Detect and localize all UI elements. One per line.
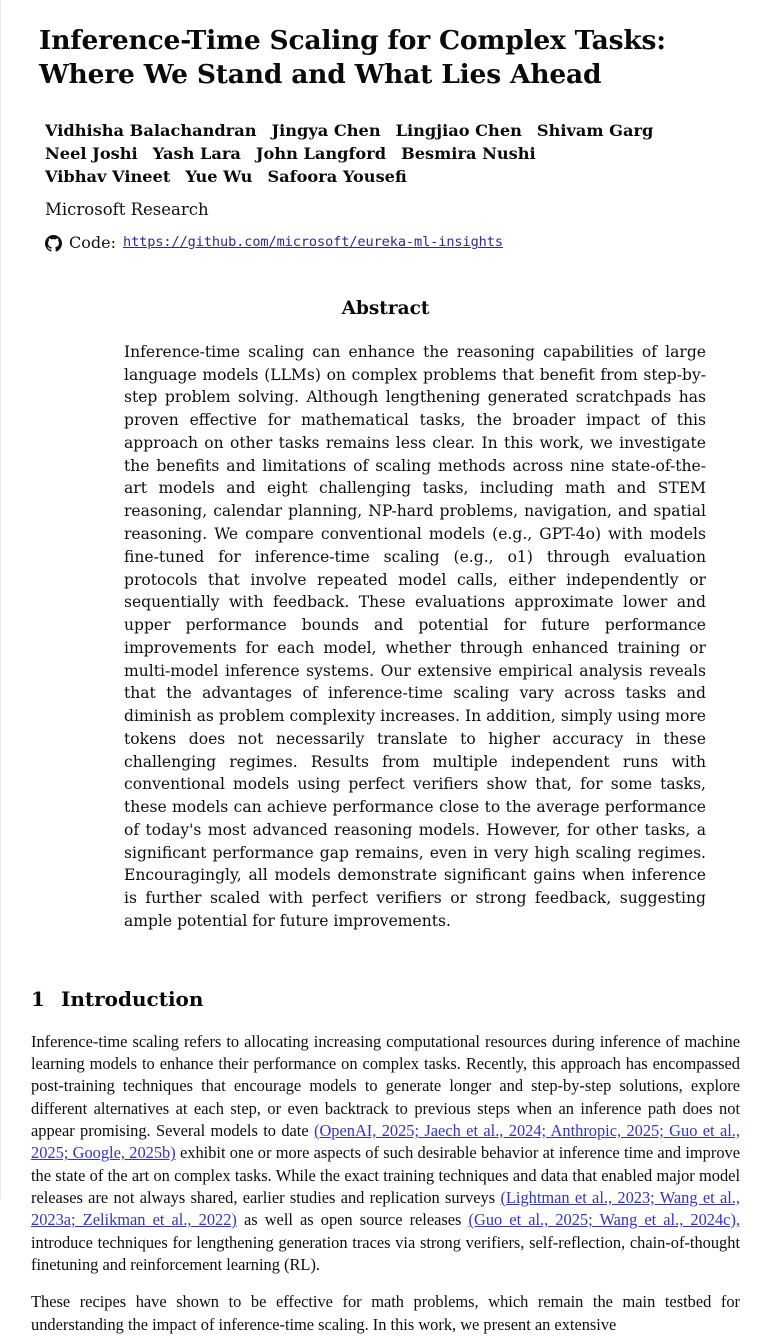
page-title <box>39 24 730 93</box>
author-row <box>45 142 730 165</box>
abstract-body: Inference-time scaling can enhance the reasoning capabilities of large language models (LLMs) on complex problems that benefit from step-by-step problem solving. Although lengthening generated scratchpads has proven effective for mathematical tasks, the broader impact of this approach on other tasks remains less clear. In this work, we investigate the benefits and limitations of scaling methods across nine state-of-the-art models and eight challenging tasks, including math and STEM reasoning, calendar planning, NP-hard problems, navigation, and spatial reasoning. We compare conventional models (e.g., GPT-4o) with models fine-tuned for inference-time scaling (e.g., o1) through evaluation protocols that involve repeated model calls, either independently or sequentially with feedback. These evaluations approximate lower and upper performance bounds and potential for future performance improvements for each model, whether through enhanced training or multi-model inference systems. Our extensive empirical analysis reveals that the advantages of inference-time scaling vary across tasks and diminish as problem complexity increases. In addition, simply using more tokens does not necessarily translate to higher accuracy in these challenging regimes. Results from multiple independent runs with conventional models using perfect verifiers show that, for some tasks, these models can achieve performance close to the average performance of today's most advanced reasoning models. However, for other tasks, a significant performance gap remains, even in very high scaling regimes. Encouragingly, all models demonstrate significant gains when inference is further scaled with perfect verifiers or strong feedback, suggesting ample potential for future improvements. <box>124 342 706 931</box>
section-heading-introduction <box>1 987 770 1011</box>
author-name: Vibhav Vineet <box>45 166 171 186</box>
intro-text-segment: Inference-time scaling refers to allocating increasing computational resources during inference of machine learning models to enhance their performance on complex tasks. Recently, this approach has encompassed post-training techniques that encourage models to generate longer and step-by-step solutions, explore different alternatives at each step, or even backtrack to previous steps when an inference path does not appear promising. Several models to date <box>31 1031 740 1141</box>
section-title: Introduction <box>61 986 204 1011</box>
code-repository-link[interactable]: https://github.com/microsoft/eureka-ml-insights <box>122 234 503 251</box>
author-name: Yash Lara <box>152 143 241 163</box>
abstract-heading: Abstract <box>341 297 430 319</box>
code-link-row <box>39 233 730 252</box>
citation-link[interactable]: (OpenAI, 2025; Jaech et al., 2024; Anthropic, 2025; Guo et al., 2025; Google, 2025b) <box>31 1121 740 1163</box>
intro-paragraph-1 <box>1 1031 770 1276</box>
author-name: Safoora Yousefi <box>267 166 407 186</box>
affiliation: Microsoft Research <box>45 199 209 219</box>
author-name: Lingjiao Chen <box>395 120 522 140</box>
author-list <box>39 119 730 188</box>
citation-link[interactable]: (Lightman et al., 2023; Wang et al., 2023a; Zelikman et al., 2022) <box>31 1187 740 1230</box>
author-name: Yue Wu <box>185 166 253 186</box>
code-label: Code: <box>69 232 116 252</box>
author-name: Jingya Chen <box>271 120 381 140</box>
intro-text-segment: as well as open source releases <box>236 1210 469 1230</box>
author-name: Besmira Nushi <box>401 143 536 163</box>
author-name: Vidhisha Balachandran <box>45 120 257 140</box>
github-icon <box>45 235 62 252</box>
citation-link[interactable]: (Guo et al., 2025; Wang et al., 2024c), <box>468 1210 741 1230</box>
author-name: Shivam Garg <box>536 120 654 140</box>
author-name: John Langford <box>255 143 387 163</box>
intro-paragraph-2: These recipes have shown to be effective for math problems, which remain the main testbed for understanding the impact of inference-time scaling. In this work, we present an extensive <box>31 1292 740 1334</box>
author-name: Neel Joshi <box>45 143 138 163</box>
title-line-1: Inference-Time Scaling for Complex Tasks: <box>39 25 666 56</box>
intro-text-segment: introduce techniques for lengthening generation traces via strong verifiers, self-reflection, chain-of-thought finetuning and reinforcement learning (RL). <box>31 1232 740 1274</box>
title-line-2: Where We Stand and What Lies Ahead <box>39 59 602 91</box>
author-row <box>45 165 730 188</box>
section-number: 1 <box>31 986 45 1011</box>
title-block <box>1 0 770 252</box>
author-row <box>45 119 730 142</box>
intro-text-segment: exhibit one or more aspects of such desirable behavior at inference time and improve the state of the art on complex tasks. While the exact training techniques and data that enabled major model releases are not always shared, earlier studies and replication surveys <box>31 1143 740 1207</box>
